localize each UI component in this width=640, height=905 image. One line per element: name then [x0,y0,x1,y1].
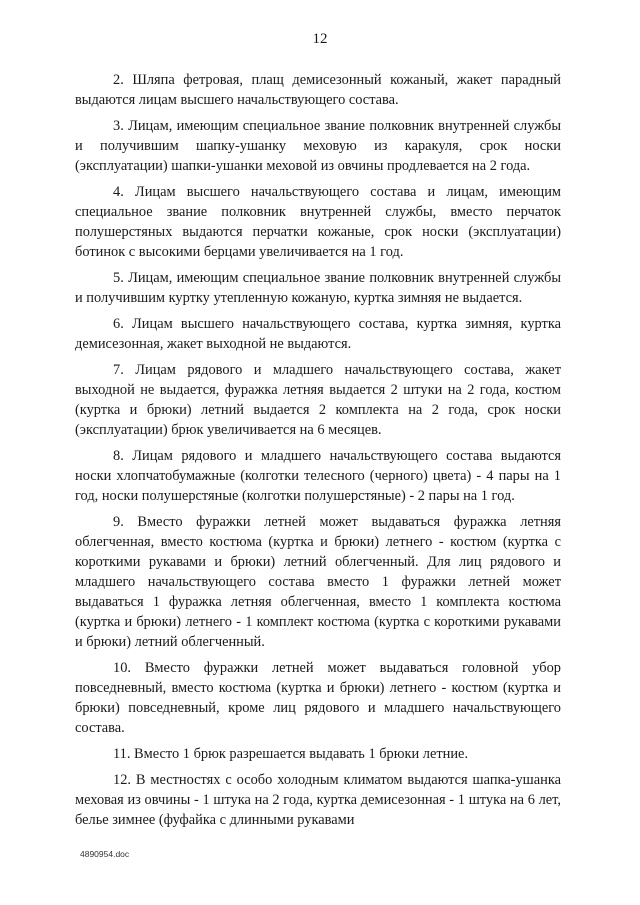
paragraph-9: 9. Вместо фуражки летней может выдаваться фуражка летняя облегченная, вместо костюма (куртка и брюки) летнего - костюм (куртка с короткими рукавами и брюки) летний облегченный. Для лиц рядового и младшего начальствующего состава вместо 1 фуражки летней может выдаваться 1 фуражка летняя облегченная, вместо 1 комплекта костюма (куртка и брюки) летнего - 1 комплект костюма (куртка с короткими рукавами и брюки) летний облегченный. [75,514,561,650]
paragraph-12: 12. В местностях с особо холодным климатом выдаются шапка-ушанка меховая из овчины - 1 штука на 2 года, куртка демисезонная - 1 штука на 6 лет, белье зимнее (фуфайка с длинными рукавами [75,772,561,828]
paragraph-11: 11. Вместо 1 брюк разрешается выдавать 1 брюки летние. [113,746,469,762]
page-number: 12 [312,31,328,47]
paragraph-6: 6. Лицам высшего начальствующего состава, куртка зимняя, куртка демисезонная, жакет выходной не выдаются. [75,316,561,352]
paragraph-3: 3. Лицам, имеющим специальное звание полковник внутренней службы и получившим шапку-ушанку меховую из каракуля, срок носки (эксплуатации) шапки-ушанки меховой из овчины продлевается на 2 года. [75,118,561,174]
paragraph-2: 2. Шляпа фетровая, плащ демисезонный кожаный, жакет парадный выдаются лицам высшего начальствующего состава. [75,72,561,108]
document-body [75,70,561,836]
paragraph-5: 5. Лицам, имеющим специальное звание полковник внутренней службы и получившим куртку утепленную кожаную, куртка зимняя не выдается. [75,270,561,306]
paragraph-8: 8. Лицам рядового и младшего начальствующего состава выдаются носки хлопчатобумажные (колготки телесного (черного) цвета) - 4 пары на 1 год, носки полушерстяные (колготки полушерстяные) - 2 пары на 1 год. [75,448,561,504]
footer-filename: 4890954.doc [80,849,130,859]
paragraph-10: 10. Вместо фуражки летней может выдаваться головной убор повседневный, вместо костюма (куртка и брюки) летнего - костюм (куртка и брюки) повседневный, кроме лиц рядового и младшего начальствующего состава. [75,660,561,736]
paragraph-7: 7. Лицам рядового и младшего начальствующего состава, жакет выходной не выдается, фуражка летняя выдается 2 штуки на 2 года, костюм (куртка и брюки) летний выдается 2 комплекта на 2 года, срок носки (эксплуатации) брюк увеличивается на 6 месяцев. [75,362,561,438]
paragraph-4: 4. Лицам высшего начальствующего состава и лицам, имеющим специальное звание полковник внутренней службы, вместо перчаток полушерстяных выдаются перчатки кожаные, срок носки (эксплуатации) ботинок с высокими берцами увеличивается на 1 год. [75,184,561,260]
